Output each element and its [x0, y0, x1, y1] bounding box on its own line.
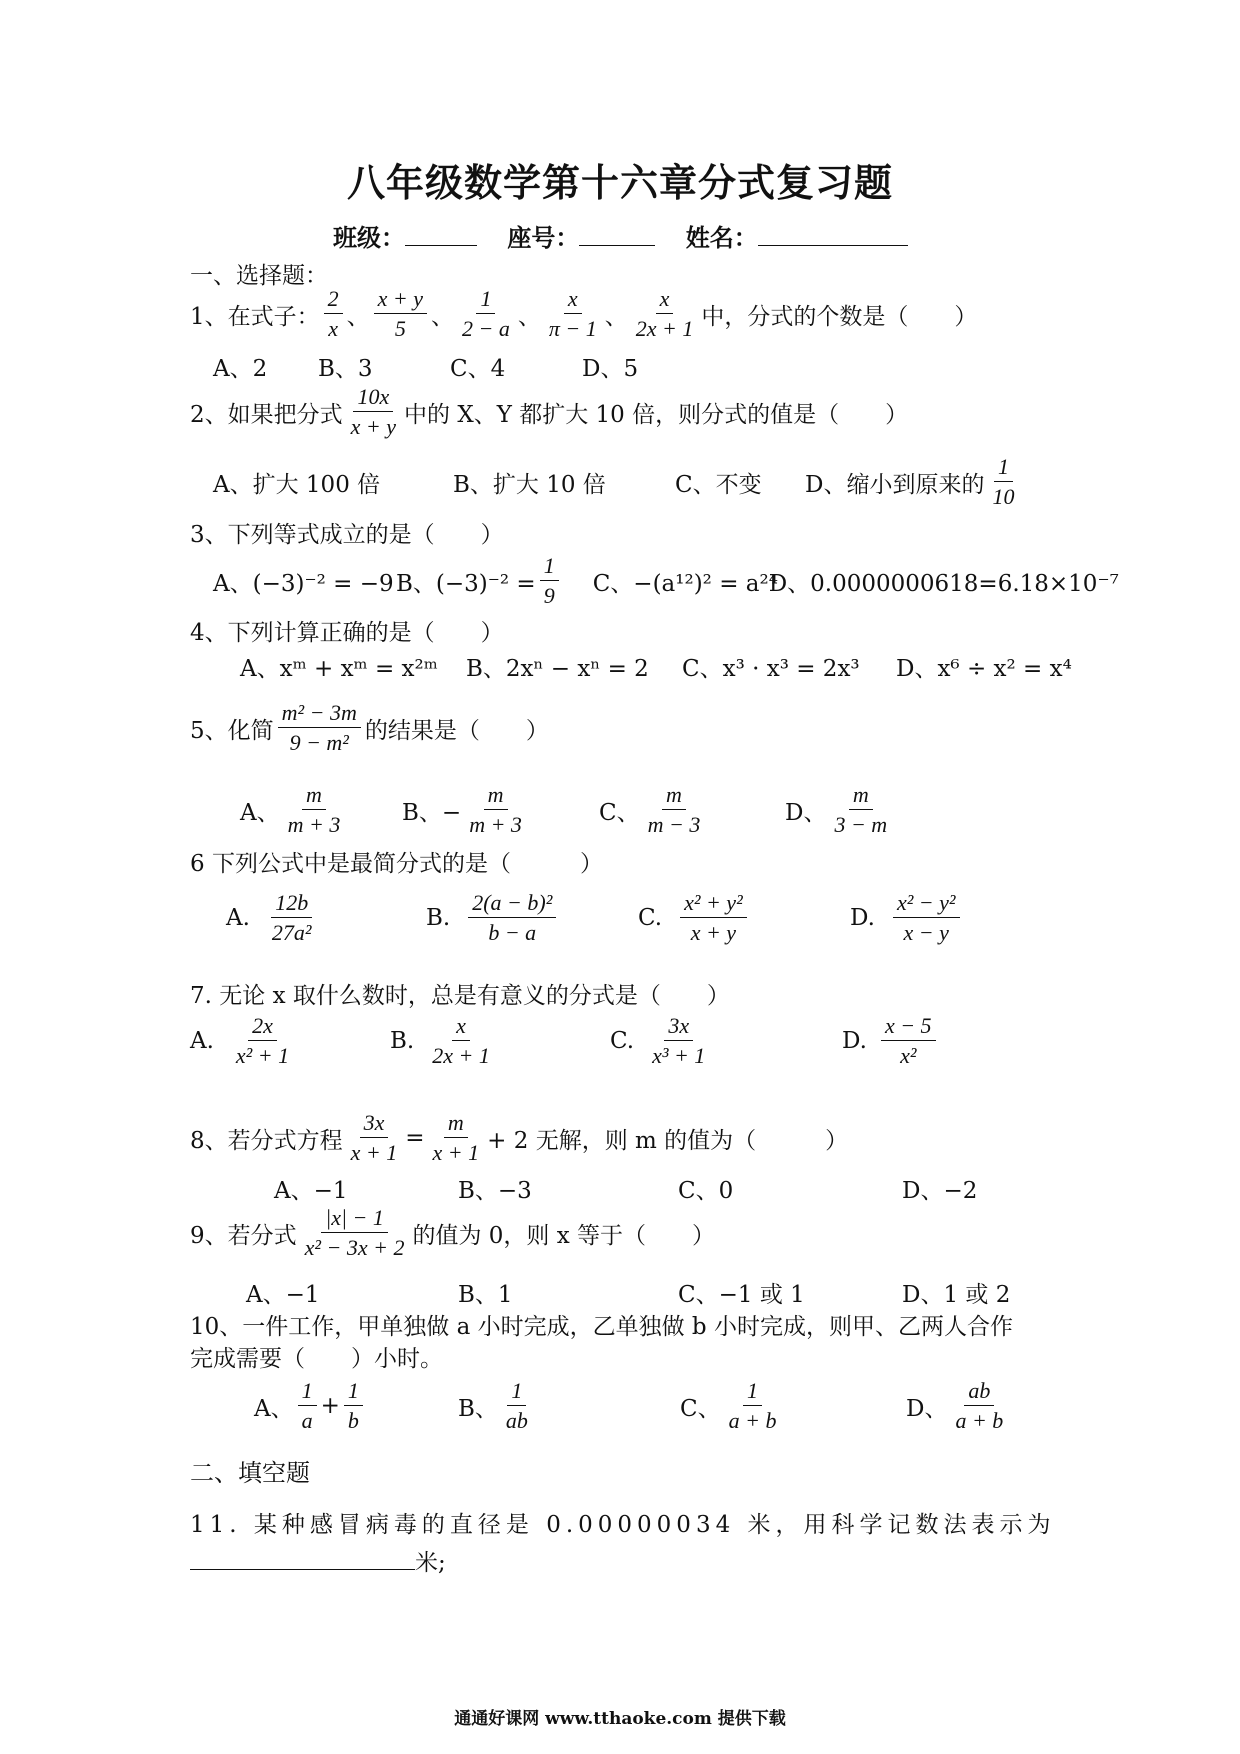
- question-1: 1、在式子： $\frac{2}{x}$ 、 $\frac{x + y}{5}$ 、 $\frac{1}{2 - a}$ 、 $\frac{x}{\pi - 1}$ 、 $\frac{x}{2x + 1}$ 中，分式的个数是（ ）: [190, 286, 978, 342]
- q1-option-a: A、2: [213, 356, 268, 382]
- q5-fraction: $\frac{\text{m² − 3m}}{\text{9 − m²}}$: [278, 700, 361, 757]
- q9-option-b: B、1: [458, 1282, 513, 1308]
- q2-option-b: B、扩大 10 倍: [453, 471, 606, 498]
- q7-options: [190, 1013, 940, 1070]
- q6-options: [226, 890, 964, 947]
- q1-fraction-1: $\frac{2}{x}$: [324, 286, 343, 343]
- question-10-line-2: 完成需要（ ）小时。: [190, 1346, 443, 1372]
- q3-option-d: D、0.0000000618=6.18×10⁻⁷: [768, 570, 1119, 597]
- q8-right-fraction: $\frac{m}{x + 1}$: [432, 1110, 480, 1166]
- q1-fraction-5: $\frac{x}{2x + 1}$: [635, 286, 694, 342]
- question-8: 8、若分式方程 $\frac{3x}{x + 1}$ = $\frac{m}{x + 1}$ + 2 无解，则 m 的值为（ ）: [190, 1110, 849, 1166]
- question-10-line-1: 10、一件工作，甲单独做 a 小时完成，乙单独做 b 小时完成，则甲、乙两人合作: [190, 1314, 1013, 1340]
- q5-option-c: C、 $\frac{m}{m - 3}$: [599, 782, 701, 838]
- q2-option-c: C、不变: [675, 471, 762, 498]
- q4-option-d: D、x⁶ ÷ x² = x⁴: [896, 656, 1072, 682]
- q1-fraction-3: $\frac{1}{2 - a}$: [462, 286, 510, 342]
- question-9: 9、若分式 $\frac{|x| - 1}{\text{x² − 3x + 2}}$ 的值为 0，则 x 等于（ ）: [190, 1205, 716, 1261]
- q1-option-b: B、3: [318, 356, 373, 382]
- q10-option-d: D、 $\frac{ab}{a + b}$: [906, 1378, 1004, 1434]
- question-2: 2、如果把分式 $\frac{10x}{x + y}$ 中的 X、Y 都扩大 10 倍，则分式的值是（ ）: [190, 384, 909, 440]
- q11-answer-blank: [190, 1551, 415, 1570]
- q2-option-d: D、缩小到原来的: [805, 471, 985, 498]
- q9-fraction: $\frac{|x| - 1}{\text{x² − 3x + 2}}$: [304, 1205, 405, 1261]
- name-blank: [758, 225, 908, 246]
- q5-option-b: B、− $\frac{m}{m + 3}$: [402, 782, 522, 838]
- q5-option-a: A、 $\frac{m}{m + 3}$: [240, 782, 341, 838]
- q3-option-b-fraction: $\frac{1}{9}$: [540, 553, 559, 610]
- q2-option-d-fraction: $\frac{1}{10}$: [992, 454, 1015, 510]
- q8-option-d: D、−2: [902, 1178, 978, 1204]
- q10-option-c: C、 $\frac{1}{a + b}$: [680, 1378, 777, 1434]
- question-6: 6 下列公式中是最简分式的是（ ）: [190, 851, 603, 877]
- class-blank: [405, 225, 477, 246]
- q8-option-c: C、0: [678, 1178, 734, 1204]
- question-11-line-1: 11. 某种感冒病毒的直径是 0.00000034 米，用科学记数法表示为: [190, 1512, 1056, 1538]
- name-label: 姓名：: [685, 224, 758, 252]
- q7-option-b: B. $\frac{x}{2x + 1}$: [390, 1013, 490, 1069]
- q2-fraction: $\frac{10x}{x + y}$: [350, 384, 397, 440]
- q6-option-c: C. $\frac{\text{x² + y²}}{x + y}$: [638, 890, 850, 947]
- q9-option-a: A、−1: [246, 1282, 320, 1308]
- q2-option-a: A、扩大 100 倍: [213, 471, 381, 498]
- q10-option-a: A、 $\frac{1}{a}$ + $\frac{1}{b}$: [254, 1378, 458, 1435]
- q7-option-d: D. $\frac{x - 5}{\text{x²}}$: [842, 1013, 940, 1070]
- q2-options: [213, 454, 1022, 511]
- q3-option-c: C、−(a¹²)² = a²⁴: [592, 570, 778, 597]
- section-heading-choice: 一、选择题：: [190, 263, 328, 289]
- q5-options: [240, 782, 895, 839]
- seat-label: 座号：: [507, 224, 580, 252]
- q4-option-c: C、x³ · x³ = 2x³: [682, 656, 860, 682]
- q7-option-c: C. $\frac{3x}{\text{x³ + 1}}$: [610, 1013, 706, 1069]
- q5-option-d: D、 $\frac{m}{3 - m}$: [785, 782, 888, 838]
- student-info: [333, 218, 908, 253]
- q10-option-b: B、 $\frac{1}{ab}$: [458, 1378, 528, 1434]
- q6-option-a: A. $\frac{12b}{\text{27a²}}$: [226, 890, 312, 946]
- q3-options: [213, 553, 1119, 610]
- class-label: 班级：: [333, 224, 405, 252]
- q7-option-a: A. $\frac{2x}{\text{x² + 1}}$: [190, 1013, 290, 1069]
- q9-option-c: C、−1 或 1: [678, 1282, 805, 1308]
- question-11-line-2: 米;: [190, 1544, 446, 1577]
- question-4: 4、下列计算正确的是（ ）: [190, 620, 504, 646]
- q3-option-b: B、(−3)⁻² =: [396, 570, 536, 597]
- q4-option-a: A、xᵐ + xᵐ = x²ᵐ: [240, 656, 438, 682]
- q8-option-a: A、−1: [274, 1178, 348, 1204]
- q8-option-b: B、−3: [458, 1178, 532, 1204]
- q4-option-b: B、2xⁿ − xⁿ = 2: [466, 656, 649, 682]
- page-title: 八年级数学第十六章分式复习题: [346, 161, 893, 205]
- q4-options: [240, 650, 1072, 683]
- q6-option-b: B. $\frac{\text{2(a − b)²}}{b - a}$: [426, 890, 638, 947]
- q6-option-d: D. $\frac{\text{x² − y²}}{x - y}$: [850, 890, 964, 947]
- q1-option-d: D、5: [582, 356, 639, 382]
- seat-blank: [579, 225, 655, 246]
- footer-credit: 通通好课网 www.tthaoke.com 提供下载: [454, 1709, 786, 1729]
- q9-option-d: D、1 或 2: [902, 1282, 1011, 1308]
- section-heading-fill: 二、填空题: [190, 1459, 310, 1487]
- q8-left-fraction: $\frac{3x}{x + 1}$: [350, 1110, 398, 1166]
- q10-options: [254, 1378, 1011, 1435]
- q3-option-a: A、(−3)⁻² = −9: [213, 570, 394, 597]
- q1-fraction-4: $\frac{x}{\pi - 1}$: [548, 286, 597, 342]
- question-5: 5、化简 $\frac{\text{m² − 3m}}{\text{9 − m²}}$ 的结果是（ ）: [190, 700, 549, 756]
- q1-fraction-2: $\frac{x + y}{5}$: [374, 286, 427, 343]
- question-3: 3、下列等式成立的是（ ）: [190, 522, 504, 548]
- question-7: 7. 无论 x 取什么数时，总是有意义的分式是（ ）: [190, 983, 730, 1009]
- q1-option-c: C、4: [450, 356, 506, 382]
